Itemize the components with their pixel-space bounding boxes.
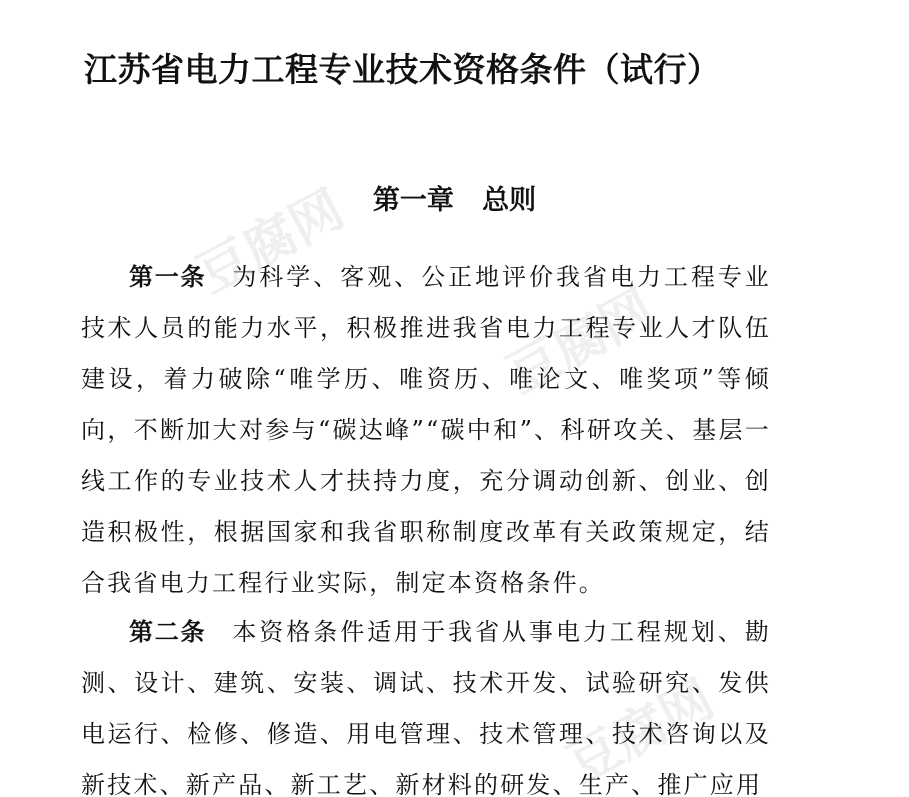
article-paragraph (81, 607, 771, 797)
article-text: 为科学、客观、公正地评价我省电力工程专业技术人员的能力水平，积极推进我省电力工程专业人才队伍建设，着力破除“唯学历、唯资历、唯论文、唯奖项”等倾向，不断加大对参与“碳达峰”“碳中和”、科研攻关、基层一线工作的专业技术人才扶持力度，充分调动创新、创业、创造积极性，根据国家和我省职称制度改革有关政策规定，结合我省电力工程行业实际，制定本资格条件。 (81, 263, 772, 597)
chapter-heading (0, 178, 909, 217)
article-label: 第一条 (129, 263, 207, 291)
document-title: 江苏省电力工程专业技术资格条件（试行） (84, 50, 721, 89)
chapter-number: 第一章 (372, 185, 454, 216)
watermark: 豆腐网 (497, 279, 664, 406)
article-paragraph (81, 252, 771, 609)
chapter-name: 总则 (482, 185, 537, 216)
article-text: 本资格条件适用于我省从事电力工程规划、勘测、设计、建筑、安装、调试、技术开发、试验研究、发供电运行、检修、修造、用电管理、技术管理、技术咨询以及新技术、新产品、新工艺、新材料的研发、生产、推广应用 (81, 618, 772, 797)
watermark: 豆腐网 (187, 179, 354, 306)
article-label: 第二条 (129, 618, 207, 646)
watermark: 豆腐网 (557, 669, 724, 796)
